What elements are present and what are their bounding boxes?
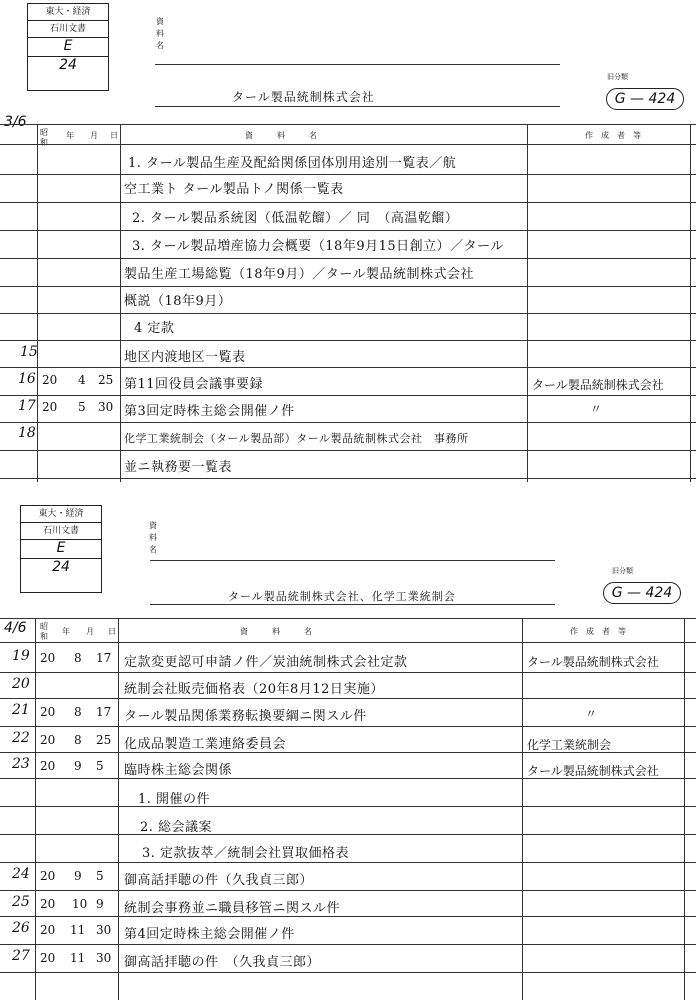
rule — [0, 778, 696, 779]
rule — [155, 106, 560, 107]
row-author: 化学工業統制会 — [527, 738, 612, 752]
row-number: 25 — [12, 894, 30, 910]
row-number: 26 — [12, 920, 30, 936]
rule — [0, 422, 696, 423]
row-text: 概説（18年9月） — [124, 294, 232, 309]
classification-label: 旧分類 — [612, 567, 633, 575]
rule — [0, 752, 696, 753]
row-author: 〃 — [585, 707, 598, 721]
rule — [150, 560, 555, 561]
header-month: 月 — [86, 627, 94, 636]
stamp-line: 東大・経済 — [28, 4, 108, 21]
row-number: 22 — [12, 730, 30, 746]
header-year: 年 — [62, 627, 70, 636]
row-year: 20 — [42, 400, 58, 414]
row-number: 19 — [12, 648, 30, 664]
header-day: 日 — [110, 131, 118, 140]
rule — [0, 972, 696, 973]
row-number: 20 — [12, 676, 30, 692]
rule — [0, 618, 696, 619]
rule — [0, 286, 696, 287]
row-day: 30 — [96, 951, 112, 965]
row-text: 並ニ執務要一覧表 — [124, 460, 233, 475]
rule — [0, 258, 696, 259]
row-text: 4 定款 — [134, 321, 175, 336]
card-fraction: 4/6 — [4, 620, 27, 636]
row-year: 20 — [42, 373, 58, 387]
header-year: 年 — [66, 131, 74, 140]
row-day: 9 — [96, 897, 104, 911]
row-month: 5 — [78, 400, 86, 414]
header-month: 月 — [90, 131, 98, 140]
rule — [0, 726, 696, 727]
header-author: 作 成 者 等 — [570, 627, 626, 636]
row-text: 化成品製造工業連絡委員会 — [124, 737, 287, 752]
column-rule — [684, 618, 685, 1000]
row-day: 5 — [96, 869, 104, 883]
row-month: 4 — [78, 373, 86, 387]
row-text: 化学工業統制会（タール製品部）タール製品統制株式会社 事務所 — [124, 432, 469, 445]
column-rule — [120, 124, 121, 482]
rule — [0, 202, 696, 203]
document-title: タール製品統制株式会社、化学工業統制会 — [228, 590, 456, 603]
archive-stamp — [27, 3, 109, 91]
row-text: 臨時株主総会関係 — [124, 763, 233, 778]
row-text: 1. 開催の件 — [138, 792, 211, 807]
row-text: 定款変更認可申請ノ件／炭油統制株式会社定款 — [124, 655, 408, 670]
row-year: 20 — [40, 897, 56, 911]
rule — [0, 862, 696, 863]
card-fraction: 3/6 — [4, 114, 27, 130]
catalog-card-1 — [0, 0, 696, 500]
rule — [0, 124, 696, 125]
rule — [0, 395, 696, 396]
row-text: タール製品関係業務転換要綱ニ関スル件 — [124, 709, 367, 724]
row-month: 10 — [72, 897, 88, 911]
rule — [0, 916, 696, 917]
row-day: 30 — [96, 923, 112, 937]
rule — [0, 834, 696, 835]
row-text: 2. タール製品系統図（低温乾餾）／ 同 （高温乾餾） — [132, 211, 459, 226]
classification-label: 旧分類 — [607, 73, 628, 81]
row-day: 25 — [96, 733, 112, 747]
row-text: 3. タール製品増産協力会概要（18年9月15日創立）／タール — [132, 239, 504, 254]
rule — [0, 367, 696, 368]
header-day: 日 — [108, 627, 116, 636]
row-year: 20 — [40, 651, 56, 665]
rule — [0, 230, 696, 231]
stamp-line: 石川文書 — [28, 21, 108, 38]
column-rule — [118, 618, 119, 1000]
row-day: 25 — [98, 373, 114, 387]
row-text: 地区内渡地区一覧表 — [124, 350, 246, 365]
stamp-code: 24 — [59, 57, 77, 73]
row-text: 御高話拝聴の件（久我貞三郎） — [124, 873, 314, 888]
row-text: 第3回定時株主総会開催ノ件 — [124, 404, 295, 419]
classification-code: G — 424 — [606, 88, 684, 110]
classification-code: G — 424 — [603, 582, 681, 604]
row-text: 2. 総会議案 — [140, 820, 213, 835]
rule — [0, 698, 696, 699]
row-number: 15 — [20, 344, 38, 360]
row-author: タール製品統制株式会社 — [527, 655, 659, 669]
rule — [0, 313, 696, 314]
row-text: 第4回定時株主総会開催ノ件 — [124, 927, 295, 942]
rule — [0, 672, 696, 673]
column-rule — [527, 124, 528, 482]
row-month: 8 — [74, 705, 82, 719]
row-year: 20 — [40, 705, 56, 719]
row-month: 8 — [74, 733, 82, 747]
row-day: 17 — [96, 651, 112, 665]
row-text: 第11回役員会議事要録 — [124, 377, 264, 392]
stamp-code: E — [21, 540, 101, 559]
stamp-code: 24 — [52, 559, 70, 575]
row-year: 20 — [40, 923, 56, 937]
rule — [0, 478, 696, 479]
row-text: 御高話拝聴の件 （久我貞三郎） — [124, 955, 321, 970]
row-text: 製品生産工場総覧（18年9月）／タール製品統制株式会社 — [124, 267, 475, 282]
stamp-line: 東大・経済 — [21, 506, 101, 523]
row-text: 統制会社販売価格表（20年8月12日実施） — [124, 682, 384, 697]
stamp-code: E — [28, 38, 108, 57]
archive-stamp — [20, 505, 102, 593]
row-number: 18 — [18, 425, 36, 441]
row-number: 21 — [12, 702, 30, 718]
rule — [150, 604, 555, 605]
row-author: タール製品統制株式会社 — [532, 378, 664, 392]
row-month: 11 — [70, 923, 86, 937]
row-day: 5 — [96, 759, 104, 773]
row-text: 3. 定款抜萃／統制会社買取価格表 — [142, 846, 350, 861]
row-month: 11 — [70, 951, 86, 965]
row-text: 1. タール製品生産及配給関係団体別用途別一覧表／航 — [128, 156, 457, 171]
shiryomei-label: 資 料 名 — [149, 521, 157, 554]
header-name: 資 料 名 — [245, 131, 317, 140]
row-year: 20 — [40, 869, 56, 883]
rule — [0, 450, 696, 451]
rule — [0, 806, 696, 807]
rule — [155, 64, 560, 65]
row-author: タール製品統制株式会社 — [527, 764, 659, 778]
row-number: 16 — [18, 371, 36, 387]
header-era: 昭和 — [40, 128, 48, 147]
rule — [0, 890, 696, 891]
row-number: 27 — [12, 948, 30, 964]
row-year: 20 — [40, 733, 56, 747]
row-month: 8 — [74, 651, 82, 665]
header-author: 作 成 者 等 — [585, 131, 641, 140]
row-number: 23 — [12, 756, 30, 772]
row-month: 9 — [74, 759, 82, 773]
row-year: 20 — [40, 951, 56, 965]
row-year: 20 — [40, 759, 56, 773]
rule — [0, 174, 696, 175]
rule — [0, 144, 696, 145]
stamp-line: 石川文書 — [21, 523, 101, 540]
row-number: 24 — [12, 866, 30, 882]
column-rule — [522, 618, 523, 1000]
catalog-card-2 — [0, 500, 696, 1002]
row-day: 30 — [98, 400, 114, 414]
header-name: 資 料 名 — [240, 627, 312, 636]
rule — [0, 642, 696, 643]
rule — [0, 944, 696, 945]
row-day: 17 — [96, 705, 112, 719]
row-author: 〃 — [590, 402, 603, 416]
row-text: 空工業ト タール製品トノ関係一覧表 — [124, 182, 344, 197]
document-title: タール製品統制株式会社 — [232, 90, 375, 104]
row-text: 統制会事務並ニ職員移管ニ関スル件 — [124, 901, 341, 916]
shiryomei-label: 資 料 名 — [156, 17, 164, 50]
column-rule — [690, 124, 691, 482]
row-month: 9 — [74, 869, 82, 883]
rule — [0, 340, 696, 341]
header-era: 昭和 — [40, 622, 48, 641]
row-number: 17 — [18, 398, 36, 414]
